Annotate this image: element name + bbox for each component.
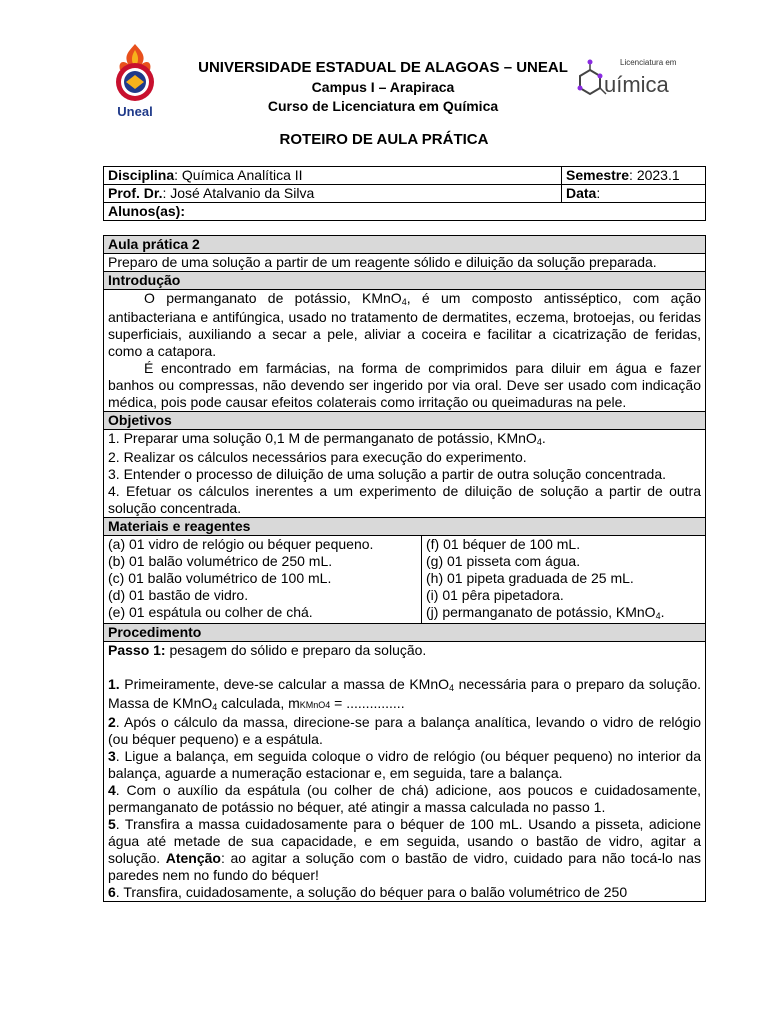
course-info-table: [103, 166, 706, 221]
list-item: (b) 01 balão volumétrico de 250 mL.: [108, 553, 333, 569]
professor-cell: Prof. Dr.: José Atalvanio da Silva: [104, 185, 562, 203]
list-item: (e) 01 espátula ou colher de chá.: [108, 604, 313, 620]
university-name: UNIVERSIDADE ESTADUAL DE ALAGOAS – UNEAL: [198, 59, 568, 76]
document-title: ROTEIRO DE AULA PRÁTICA: [279, 131, 489, 148]
practical-guide-table: [103, 235, 706, 902]
institution-header: [160, 58, 606, 116]
objetivos-list: [104, 430, 706, 518]
semestre-cell: Semestre: 2023.1: [562, 167, 706, 185]
aula-description: Preparo de uma solução a partir de um reagente sólido e diluição da solução preparada.: [104, 254, 706, 272]
list-item: (f) 01 béquer de 100 mL.: [426, 536, 581, 552]
introducao-title: Introdução: [104, 272, 706, 290]
list-item: (h) 01 pipeta graduada de 25 mL.: [426, 570, 634, 586]
disciplina-cell: Disciplina: Química Analítica II: [104, 167, 562, 185]
list-item: (g) 01 pisseta com água.: [426, 553, 581, 569]
list-item: (a) 01 vidro de relógio ou béquer pequeno.: [108, 536, 374, 552]
introducao-paragraph-1: O permanganato de potássio, KMnO$_4$, é um composto antisséptico, com ação antibacteriana e antifúngica, usado no tratamento de dermatites, eczema, brotoejas, ou feridas superficiais, auxiliando a secar a pele, aliviar a coceira e facilitar a cicatrização de feridas, como a catapora.: [108, 290, 702, 359]
campus-name: Campus I – Arapiraca: [311, 79, 455, 95]
procedimento-title: Procedimento: [104, 624, 706, 642]
step-6: 6. Transfira, cuidadosamente, a solução do béquer para o balão volumétrico de 250: [108, 884, 628, 900]
list-item: (c) 01 balão volumétrico de 100 mL.: [108, 570, 332, 586]
table-row: [104, 185, 706, 203]
data-cell: Data:: [562, 185, 706, 203]
introducao-text: [104, 290, 706, 412]
passo-1-heading: Passo 1: pesagem do sólido e preparo da solução.: [108, 642, 427, 658]
objetivo-1: 1. Preparar uma solução 0,1 M de permanganato de potássio, KMnO$_4$.: [108, 430, 546, 447]
step-2: 2. Após o cálculo da massa, direcione-se para a balança analítica, levando o vidro de relógio (ou béquer pequeno) e a espátula.: [108, 714, 702, 747]
objetivo-2: 2. Realizar os cálculos necessários para execução do experimento.: [108, 449, 527, 465]
svg-text:uímica: uímica: [604, 72, 669, 97]
procedimento-text-continued: [104, 884, 706, 902]
introducao-paragraph-2: É encontrado em farmácias, na forma de comprimidos para diluir em água e fazer banhos ou compressas, não devendo ser ingerido por via oral. Deve ser usado com indicação médica, pois pode causar efeitos colaterais como irritação ou queimaduras na pele.: [108, 360, 702, 410]
table-row: [104, 203, 706, 221]
objetivos-title: Objetivos: [104, 412, 706, 430]
step-5: 5. Transfira a massa cuidadosamente para o béquer de 100 mL. Usando a pisseta, adicione água até metade de sua capacidade, e em seguida, usando o bastão de vidro, agitar a solução. Atenção: ao agitar a solução com o bastão de vidro, cuidado para não tocá-lo nas paredes nem no fundo do béquer!: [108, 816, 702, 883]
svg-text:Licenciatura em: Licenciatura em: [620, 58, 677, 67]
list-item: (i) 01 pêra pipetadora.: [426, 587, 564, 603]
step-3: 3. Ligue a balança, em seguida coloque o vidro de relógio (ou béquer pequeno) no interior da balança, aguarde a numeração estacionar e, em seguida, tare a balança.: [108, 748, 702, 781]
uneal-logo: [106, 42, 164, 120]
procedimento-text: [104, 642, 706, 885]
course-name: Curso de Licenciatura em Química: [267, 98, 499, 114]
svg-text:Uneal: Uneal: [117, 104, 153, 119]
list-item: (j) permanganato de potássio, KMnO$_4$.: [426, 604, 665, 621]
materiais-right-list: [422, 536, 706, 624]
step-1: 1. Primeiramente, deve-se calcular a massa de KMnO$_4$ necessária para o preparo da solução. Massa de KMnO$_4$ calculada, mKMnO4 = ...............: [108, 676, 702, 712]
objetivo-4: 4. Efetuar os cálculos inerentes a um experimento de diluição de solução a partir de outra solução concentrada.: [108, 483, 702, 516]
alunos-cell: Alunos(as):: [104, 203, 706, 221]
list-item: (d) 01 bastão de vidro.: [108, 587, 249, 603]
materiais-left-list: [104, 536, 422, 624]
materiais-title: Materiais e reagentes: [104, 518, 706, 536]
aula-title: Aula prática 2: [104, 236, 706, 254]
step-4: 4. Com o auxílio da espátula (ou colher de chá) adicione, aos poucos e cuidadosamente, permanganato de potássio no béquer, até atingir a massa calculada no passo 1.: [108, 782, 702, 815]
objetivo-3: 3. Entender o processo de diluição de uma solução a partir de outra solução concentrada.: [108, 466, 667, 482]
table-row: [104, 167, 706, 185]
